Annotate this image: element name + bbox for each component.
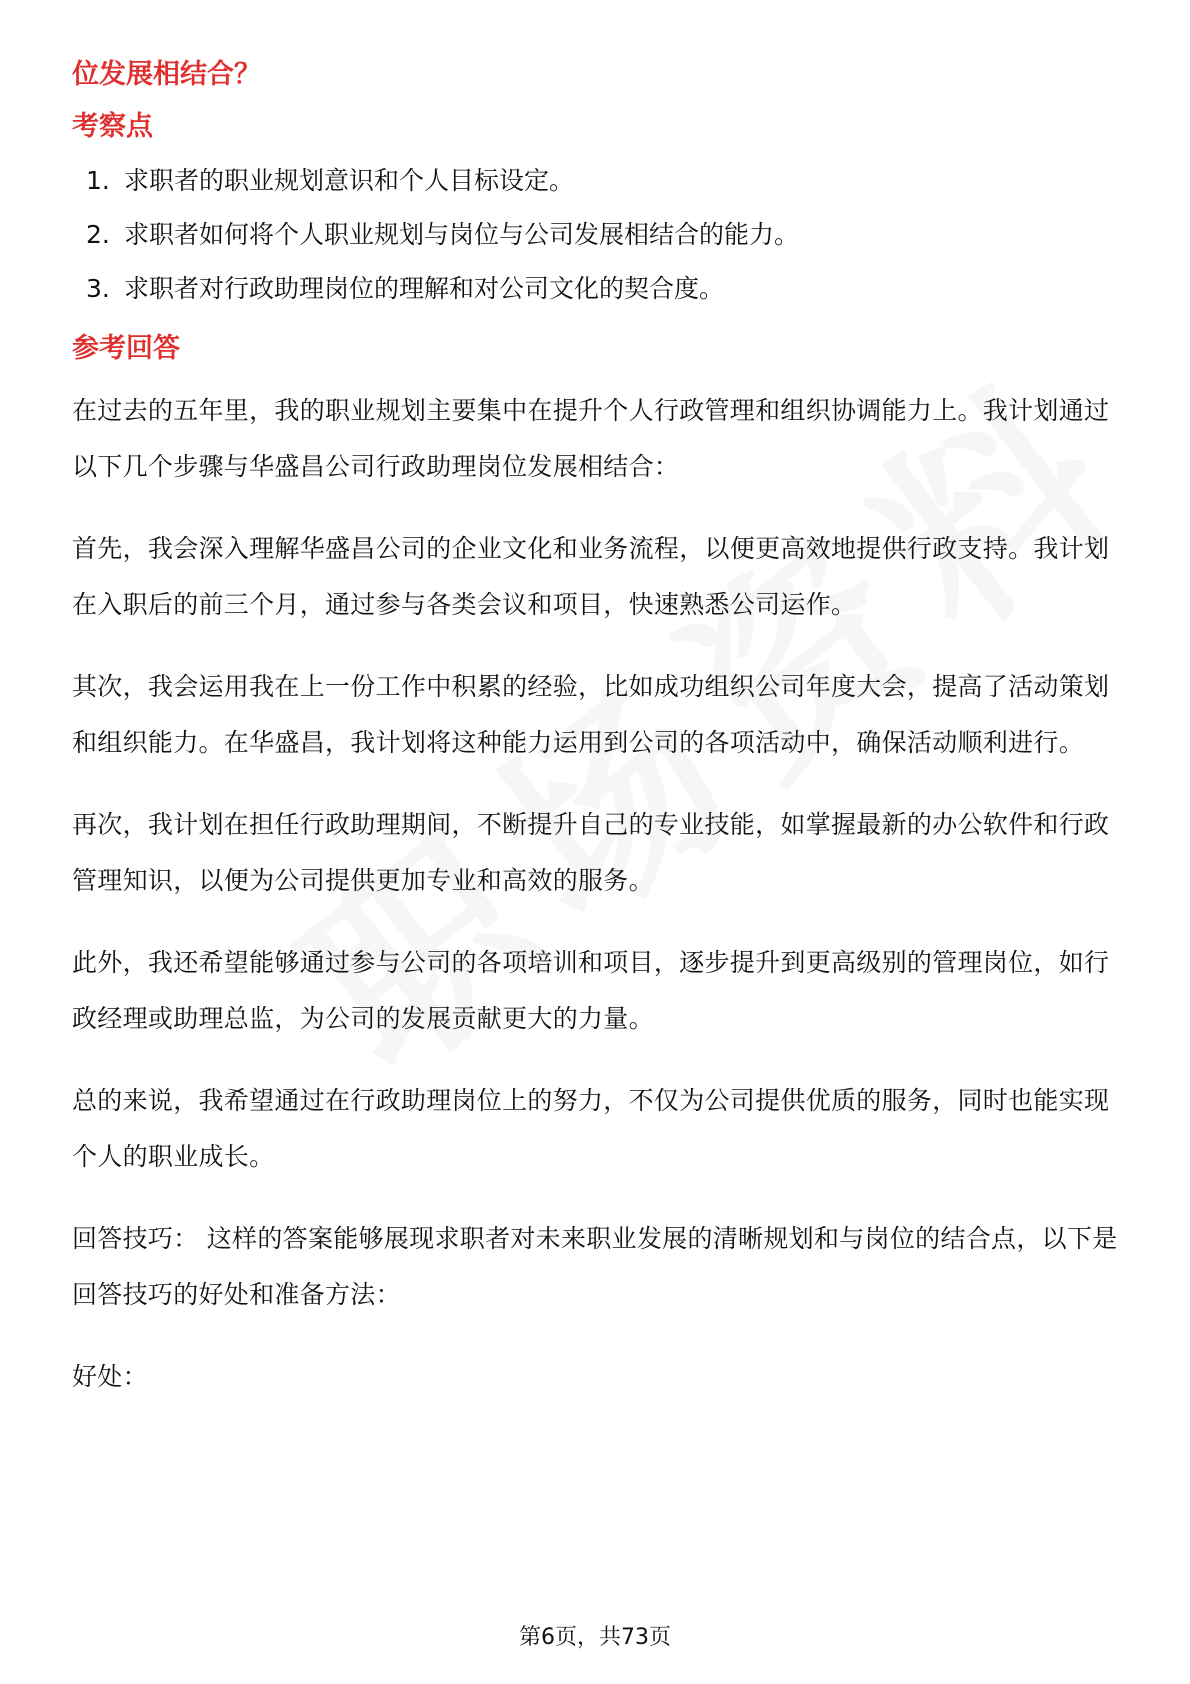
- page-number: 第6页，共73页: [519, 1625, 671, 1650]
- paragraph: 此外，我还希望能够通过参与公司的各项培训和项目，逐步提升到更高级别的管理岗位，如行政经理或助理总监，为公司的发展贡献更大的力量。: [72, 948, 1110, 1033]
- page-content: [72, 55, 1122, 1431]
- paragraph: 再次，我计划在担任行政助理期间，不断提升自己的专业技能，如掌握最新的办公软件和行政管理知识，以便为公司提供更加专业和高效的服务。: [72, 810, 1110, 895]
- list-text: 求职者对行政助理岗位的理解和对公司文化的契合度。: [124, 274, 725, 303]
- paragraph: 回答技巧： 这样的答案能够展现求职者对未来职业发展的清晰规划和与岗位的结合点，以下是回答技巧的好处和准备方法：: [72, 1224, 1118, 1309]
- question-title: 位发展相结合？: [72, 59, 261, 90]
- list-item: [72, 161, 1122, 201]
- list-number: 3.: [86, 274, 110, 303]
- list-text: 求职者如何将个人职业规划与岗位与公司发展相结合的能力。: [124, 220, 800, 249]
- paragraph: 在过去的五年里，我的职业规划主要集中在提升个人行政管理和组织协调能力上。我计划通过以下几个步骤与华盛昌公司行政助理岗位发展相结合：: [72, 396, 1110, 481]
- list-item: [72, 215, 1122, 255]
- list-text: 求职者的职业规划意识和个人目标设定。: [124, 166, 575, 195]
- section-heading-answer: 参考回答: [72, 333, 180, 364]
- list-number: 1.: [86, 166, 110, 195]
- list-item: [72, 269, 1122, 309]
- paragraph: 其次，我会运用我在上一份工作中积累的经验，比如成功组织公司年度大会，提高了活动策划和组织能力。在华盛昌，我计划将这种能力运用到公司的各项活动中，确保活动顺利进行。: [72, 672, 1110, 757]
- section-heading-points: 考察点: [72, 111, 153, 142]
- list-number: 2.: [86, 220, 110, 249]
- points-list: [72, 161, 1122, 309]
- paragraph: 首先，我会深入理解华盛昌公司的企业文化和业务流程，以便更高效地提供行政支持。我计划在入职后的前三个月，通过参与各类会议和项目，快速熟悉公司运作。: [72, 534, 1110, 619]
- paragraph: 好处：: [72, 1362, 148, 1391]
- paragraph: 总的来说，我希望通过在行政助理岗位上的努力，不仅为公司提供优质的服务，同时也能实现个人的职业成长。: [72, 1086, 1110, 1171]
